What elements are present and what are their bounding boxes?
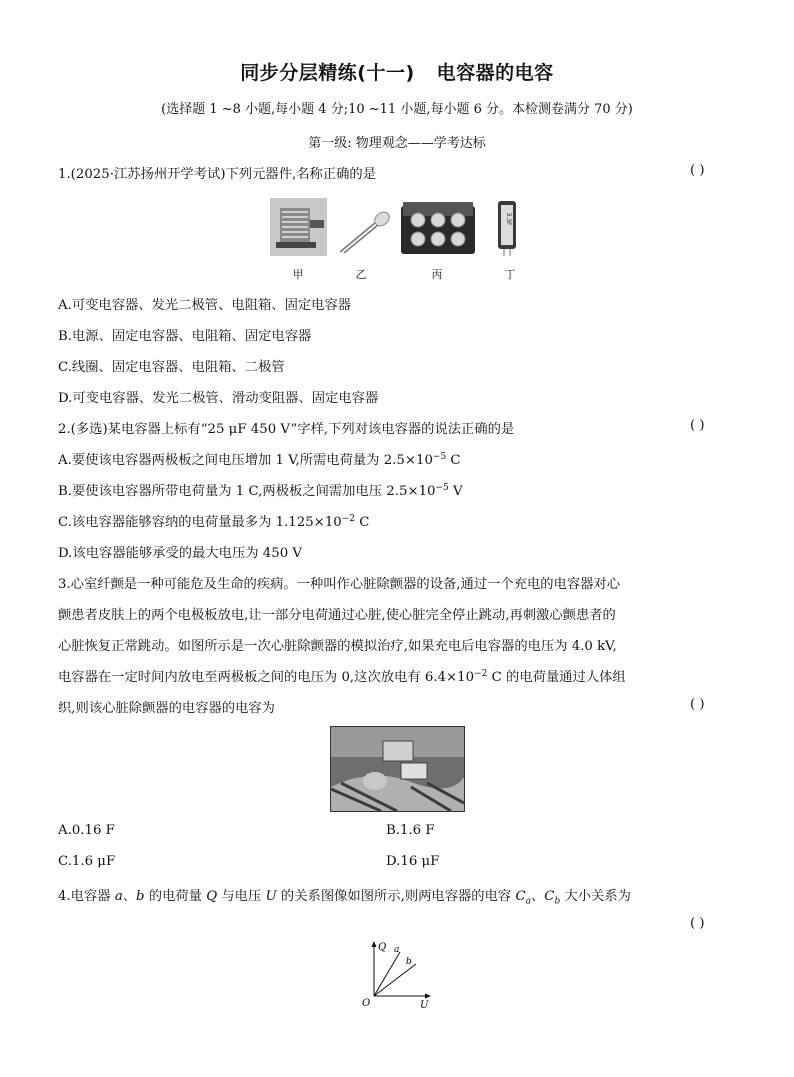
q3-option-a: A.0.16 F [58,823,115,838]
q3-line-5: 织,则该心脏除颤器的电容器的电容为 [58,701,275,716]
q2-option-b: B.要使该电容器所带电荷量为 1 C,两极板之间需加电压 $2.5\times 10^{-5}$ V [58,483,463,499]
q1-option-c: C.线圈、固定电容器、电阻箱、二极管 [58,360,285,375]
q4-answer-paren: ( ) [690,916,705,931]
fixed-capacitor-image [496,199,518,257]
led-image [336,210,392,255]
q1-option-d: D.可变电容器、发光二极管、滑动变阻器、固定电容器 [58,391,379,406]
title-main: 同步分层精练(十一) [240,62,415,84]
q2-answer-paren: ( ) [690,418,705,433]
fig-label-ding: 丁 [504,268,516,281]
q1-option-a: A.可变电容器、发光二极管、电阻箱、固定电容器 [58,298,352,313]
q2-option-a: A.要使该电容器两极板之间电压增加 1 V,所需电荷量为 $2.5\times 10^{-5}$ C [58,452,461,468]
q3-answer-paren: ( ) [690,697,705,712]
q1-answer-paren: ( ) [690,163,705,178]
score-note: (选择题 1 ~8 小题,每小题 4 分;10 ~11 小题,每小题 6 分。本检测卷满分 70 分) [161,102,633,117]
variable-capacitor-image [270,198,327,256]
q2-option-d: D.该电容器能够承受的最大电压为 450 V [58,546,303,561]
q3-option-d: D.16 μF [386,854,440,869]
q1-option-b: B.电源、固定电容器、电阻箱、固定电容器 [58,329,312,344]
line-b-label: b [406,957,412,967]
q3-line-3: 心脏恢复正常跳动。如图所示是一次心脏除颤器的模拟治疗,如果充电后电容器的电压为 4.0 kV, [58,639,617,654]
origin-label: O [362,998,371,1009]
title-topic: 电容器的电容 [436,62,554,84]
q3-line-1: 3.心室纤颤是一种可能危及生命的疾病。一种叫作心脏除颤器的设备,通过一个充电的电容器对心 [58,577,621,592]
q4-stem: 4.电容器 a、b 的电荷量 Q 与电压 U 的关系图像如图所示,则两电容器的电容 $C_a$、$C_b$ 大小关系为 [58,889,631,907]
q1-stem: 1.(2025·江苏扬州开学考试)下列元器件,名称正确的是 [58,167,376,182]
q2-stem: 2.(多选)某电容器上标有“25 μF 450 V”字样,下列对该电容器的说法正确的是 [58,422,515,437]
capacitor-label: 3.3F [505,212,512,226]
u-axis-arrow [425,994,431,999]
fig-label-jia: 甲 [292,268,304,281]
defibrillator-photo [330,726,465,812]
q3-line-4: 电容器在一定时间内放电至两极板之间的电压为 0,这次放电有 $6.4\times 10^{-2}$ C 的电荷量通过人体组 [58,669,626,685]
q-axis-label: Q [378,942,387,953]
line-a [374,952,400,996]
line-a-label: a [394,945,400,955]
fig-label-bing: 丙 [431,268,443,281]
fig-label-yi: 乙 [355,268,367,281]
line-b [374,964,416,996]
resistance-box-image [400,200,476,256]
q3-line-2: 颤患者皮肤上的两个电极板放电,让一部分电荷通过心脏,使心脏完全停止跳动,再刺激心颤患者的 [58,608,616,623]
q2-option-c: C.该电容器能够容纳的电荷量最多为 $1.125\times 10^{-2}$ C [58,514,370,530]
q-u-graph [360,938,438,1010]
page-title [0,58,794,85]
level-heading: 第一级: 物理观念——学考达标 [308,136,486,151]
q3-option-c: C.1.6 μF [58,854,116,869]
q3-option-b: B.1.6 F [386,823,435,838]
u-axis-label: U [420,1000,429,1010]
q-axis-arrow [372,941,377,947]
